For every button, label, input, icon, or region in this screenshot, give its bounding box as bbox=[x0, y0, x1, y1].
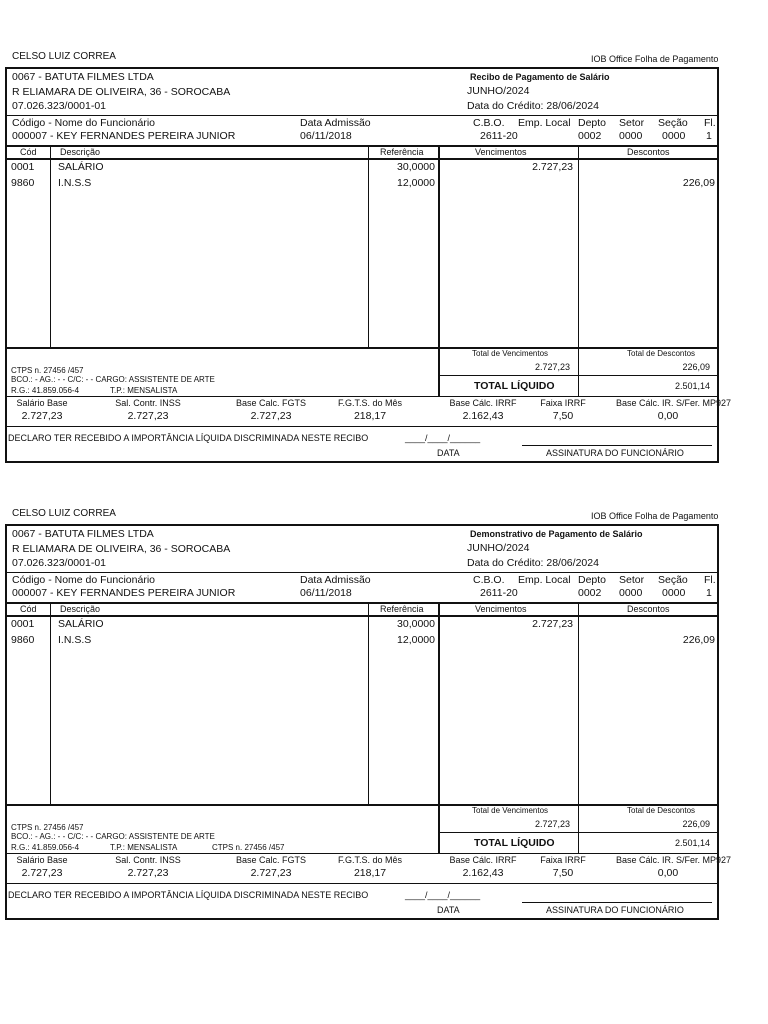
divider bbox=[6, 883, 718, 884]
total-descontos-label: Total de Descontos bbox=[627, 349, 696, 358]
document-title: Recibo de Pagamento de Salário bbox=[470, 72, 610, 82]
setor-label: Setor bbox=[619, 117, 645, 129]
divider bbox=[6, 347, 718, 349]
base-value: 2.727,23 bbox=[250, 410, 292, 422]
tp-info: T.P.: MENSALISTA bbox=[110, 843, 178, 852]
base-label: Faixa IRRF bbox=[540, 398, 586, 408]
divider bbox=[6, 572, 718, 573]
date-placeholder: ____/____/______ bbox=[405, 890, 481, 900]
ctps-info: CTPS n. 27456 /457 bbox=[11, 823, 84, 832]
total-liquido: 2.501,14 bbox=[674, 838, 710, 848]
base-value: 2.727,23 bbox=[127, 867, 169, 879]
admission-date: 06/11/2018 bbox=[300, 130, 352, 142]
divider bbox=[6, 426, 718, 427]
admission-date: 06/11/2018 bbox=[300, 587, 352, 599]
item-cod: 9860 bbox=[11, 177, 35, 189]
company-user: CELSO LUIZ CORREA bbox=[12, 51, 116, 62]
item-desconto: 226,09 bbox=[682, 634, 715, 646]
rg-info: R.G.: 41.859.056-4 bbox=[11, 843, 80, 852]
base-value: 2.162,43 bbox=[462, 867, 504, 879]
company-cnpj: 07.026.323/0001-01 bbox=[12, 557, 107, 569]
item-cod: 9860 bbox=[11, 634, 35, 646]
fl-label: Fl. bbox=[704, 117, 716, 129]
company-user: CELSO LUIZ CORREA bbox=[12, 508, 116, 519]
item-vencimento: 2.727,23 bbox=[532, 618, 573, 630]
divider bbox=[6, 602, 718, 604]
emp-local-label: Emp. Local bbox=[518, 574, 571, 586]
depto-label: Depto bbox=[578, 574, 607, 586]
credit-date: Data do Crédito: 28/06/2024 bbox=[467, 557, 599, 569]
divider bbox=[6, 145, 718, 147]
rg-info: R.G.: 41.859.056-4 bbox=[11, 386, 80, 395]
item-cod: 0001 bbox=[11, 618, 35, 630]
secao-label: Seção bbox=[658, 117, 688, 129]
base-label: F.G.T.S. do Mês bbox=[337, 855, 403, 865]
base-label: Faixa IRRF bbox=[540, 855, 586, 865]
system-name: IOB Office Folha de Pagamento bbox=[591, 54, 719, 64]
total-vencimentos: 2.727,23 bbox=[534, 819, 570, 829]
depto-label: Depto bbox=[578, 117, 607, 129]
signature-label: ASSINATURA DO FUNCIONÁRIO bbox=[546, 905, 684, 915]
company-name: 0067 - BATUTA FILMES LTDA bbox=[12, 71, 154, 83]
base-value: 7,50 bbox=[552, 410, 574, 422]
depto-value: 0002 bbox=[578, 130, 602, 142]
cbo-label: C.B.O. bbox=[473, 117, 505, 129]
tp-info: T.P.: MENSALISTA bbox=[110, 386, 178, 395]
item-desconto: 226,09 bbox=[682, 177, 715, 189]
total-liquido-label: TOTAL LÍQUIDO bbox=[474, 380, 555, 392]
total-vencimentos-label: Total de Vencimentos bbox=[472, 349, 549, 358]
item-descricao: I.N.S.S bbox=[58, 177, 92, 189]
declaration: DECLARO TER RECEBIDO A IMPORTÂNCIA LÍQUIDA DISCRIMINADA NESTE RECIBO bbox=[8, 890, 369, 900]
system-name: IOB Office Folha de Pagamento bbox=[591, 511, 719, 521]
divider bbox=[6, 853, 718, 854]
col-header-descricao: Descrição bbox=[60, 147, 101, 157]
total-liquido: 2.501,14 bbox=[674, 381, 710, 391]
date-label: DATA bbox=[437, 448, 460, 458]
declaration: DECLARO TER RECEBIDO A IMPORTÂNCIA LÍQUIDA DISCRIMINADA NESTE RECIBO bbox=[8, 433, 369, 443]
total-vencimentos: 2.727,23 bbox=[534, 362, 570, 372]
col-header-referencia: Referência bbox=[380, 604, 424, 614]
base-value: 2.727,23 bbox=[250, 867, 292, 879]
signature-line bbox=[522, 445, 712, 446]
base-value: 2.162,43 bbox=[462, 410, 504, 422]
secao-label: Seção bbox=[658, 574, 688, 586]
base-value: 2.727,23 bbox=[21, 410, 63, 422]
fl-label: Fl. bbox=[704, 574, 716, 586]
fl-value: 1 bbox=[706, 587, 712, 599]
item-referencia: 12,0000 bbox=[397, 177, 435, 189]
bank-cargo-info: BCO.: - AG.: - - C/C: - - CARGO: ASSISTENTE DE ARTE bbox=[11, 375, 215, 384]
emp-local-label: Emp. Local bbox=[518, 117, 571, 129]
divider bbox=[6, 158, 718, 160]
divider bbox=[6, 804, 718, 806]
divider bbox=[6, 615, 718, 617]
cbo-value: 2611-20 bbox=[480, 587, 518, 599]
setor-label: Setor bbox=[619, 574, 645, 586]
total-descontos: 226,09 bbox=[682, 819, 710, 829]
setor-value: 0000 bbox=[619, 130, 643, 142]
employee-code-name-label: Código - Nome do Funcionário bbox=[12, 574, 155, 586]
employee-code-name-label: Código - Nome do Funcionário bbox=[12, 117, 155, 129]
base-value: 218,17 bbox=[353, 410, 387, 422]
employee-code-name: 000007 - KEY FERNANDES PEREIRA JUNIOR bbox=[12, 587, 236, 599]
date-placeholder: ____/____/______ bbox=[405, 433, 481, 443]
total-liquido-label: TOTAL LÍQUIDO bbox=[474, 837, 555, 849]
col-header-cod: Cód bbox=[20, 604, 37, 614]
base-value: 2.727,23 bbox=[21, 867, 63, 879]
company-address: R ELIAMARA DE OLIVEIRA, 36 - SOROCABA bbox=[12, 543, 231, 555]
admission-label: Data Admissão bbox=[300, 117, 371, 129]
divider bbox=[6, 115, 718, 116]
period: JUNHO/2024 bbox=[467, 542, 530, 554]
divider bbox=[6, 396, 718, 397]
col-header-vencimentos: Vencimentos bbox=[475, 147, 527, 157]
total-descontos: 226,09 bbox=[682, 362, 710, 372]
item-descricao: SALÁRIO bbox=[58, 618, 104, 630]
item-referencia: 12,0000 bbox=[397, 634, 435, 646]
total-descontos-label: Total de Descontos bbox=[627, 806, 696, 815]
base-value: 2.727,23 bbox=[127, 410, 169, 422]
cbo-value: 2611-20 bbox=[480, 130, 518, 142]
base-label: Sal. Contr. INSS bbox=[115, 398, 181, 408]
base-label: Salário Base bbox=[16, 398, 68, 408]
item-descricao: I.N.S.S bbox=[58, 634, 92, 646]
secao-value: 0000 bbox=[662, 587, 686, 599]
base-label: Base Calc. FGTS bbox=[235, 398, 307, 408]
base-label: Sal. Contr. INSS bbox=[115, 855, 181, 865]
base-label: Base Cálc. IRRF bbox=[449, 855, 517, 865]
col-header-descontos: Descontos bbox=[627, 147, 670, 157]
col-header-descontos: Descontos bbox=[627, 604, 670, 614]
company-address: R ELIAMARA DE OLIVEIRA, 36 - SOROCABA bbox=[12, 86, 231, 98]
base-label: F.G.T.S. do Mês bbox=[337, 398, 403, 408]
base-label: Base Cálc. IR. S/Fer. MP927 bbox=[616, 855, 732, 865]
base-label: Base Calc. FGTS bbox=[235, 855, 307, 865]
base-value: 0,00 bbox=[657, 867, 679, 879]
base-label: Base Cálc. IR. S/Fer. MP927 bbox=[616, 398, 732, 408]
depto-value: 0002 bbox=[578, 587, 602, 599]
col-header-referencia: Referência bbox=[380, 147, 424, 157]
base-value: 0,00 bbox=[657, 410, 679, 422]
base-value: 218,17 bbox=[353, 867, 387, 879]
item-referencia: 30,0000 bbox=[397, 161, 435, 173]
document-title: Demonstrativo de Pagamento de Salário bbox=[470, 529, 643, 539]
base-value: 7,50 bbox=[552, 867, 574, 879]
base-label: Salário Base bbox=[16, 855, 68, 865]
item-cod: 0001 bbox=[11, 161, 35, 173]
secao-value: 0000 bbox=[662, 130, 686, 142]
col-header-cod: Cód bbox=[20, 147, 37, 157]
item-vencimento: 2.727,23 bbox=[532, 161, 573, 173]
payslip bbox=[0, 457, 768, 915]
date-label: DATA bbox=[437, 905, 460, 915]
col-header-descricao: Descrição bbox=[60, 604, 101, 614]
company-cnpj: 07.026.323/0001-01 bbox=[12, 100, 107, 112]
period: JUNHO/2024 bbox=[467, 85, 530, 97]
fl-value: 1 bbox=[706, 130, 712, 142]
cbo-label: C.B.O. bbox=[473, 574, 505, 586]
item-descricao: SALÁRIO bbox=[58, 161, 104, 173]
col-header-vencimentos: Vencimentos bbox=[475, 604, 527, 614]
company-name: 0067 - BATUTA FILMES LTDA bbox=[12, 528, 154, 540]
ctps-extra-info: CTPS n. 27456 /457 bbox=[212, 843, 285, 852]
admission-label: Data Admissão bbox=[300, 574, 371, 586]
employee-code-name: 000007 - KEY FERNANDES PEREIRA JUNIOR bbox=[12, 130, 236, 142]
credit-date: Data do Crédito: 28/06/2024 bbox=[467, 100, 599, 112]
ctps-info: CTPS n. 27456 /457 bbox=[11, 366, 84, 375]
base-label: Base Cálc. IRRF bbox=[449, 398, 517, 408]
total-vencimentos-label: Total de Vencimentos bbox=[472, 806, 549, 815]
signature-line bbox=[522, 902, 712, 903]
item-referencia: 30,0000 bbox=[397, 618, 435, 630]
setor-value: 0000 bbox=[619, 587, 643, 599]
signature-label: ASSINATURA DO FUNCIONÁRIO bbox=[546, 448, 684, 458]
bank-cargo-info: BCO.: - AG.: - - C/C: - - CARGO: ASSISTENTE DE ARTE bbox=[11, 832, 215, 841]
payslip bbox=[0, 0, 768, 458]
